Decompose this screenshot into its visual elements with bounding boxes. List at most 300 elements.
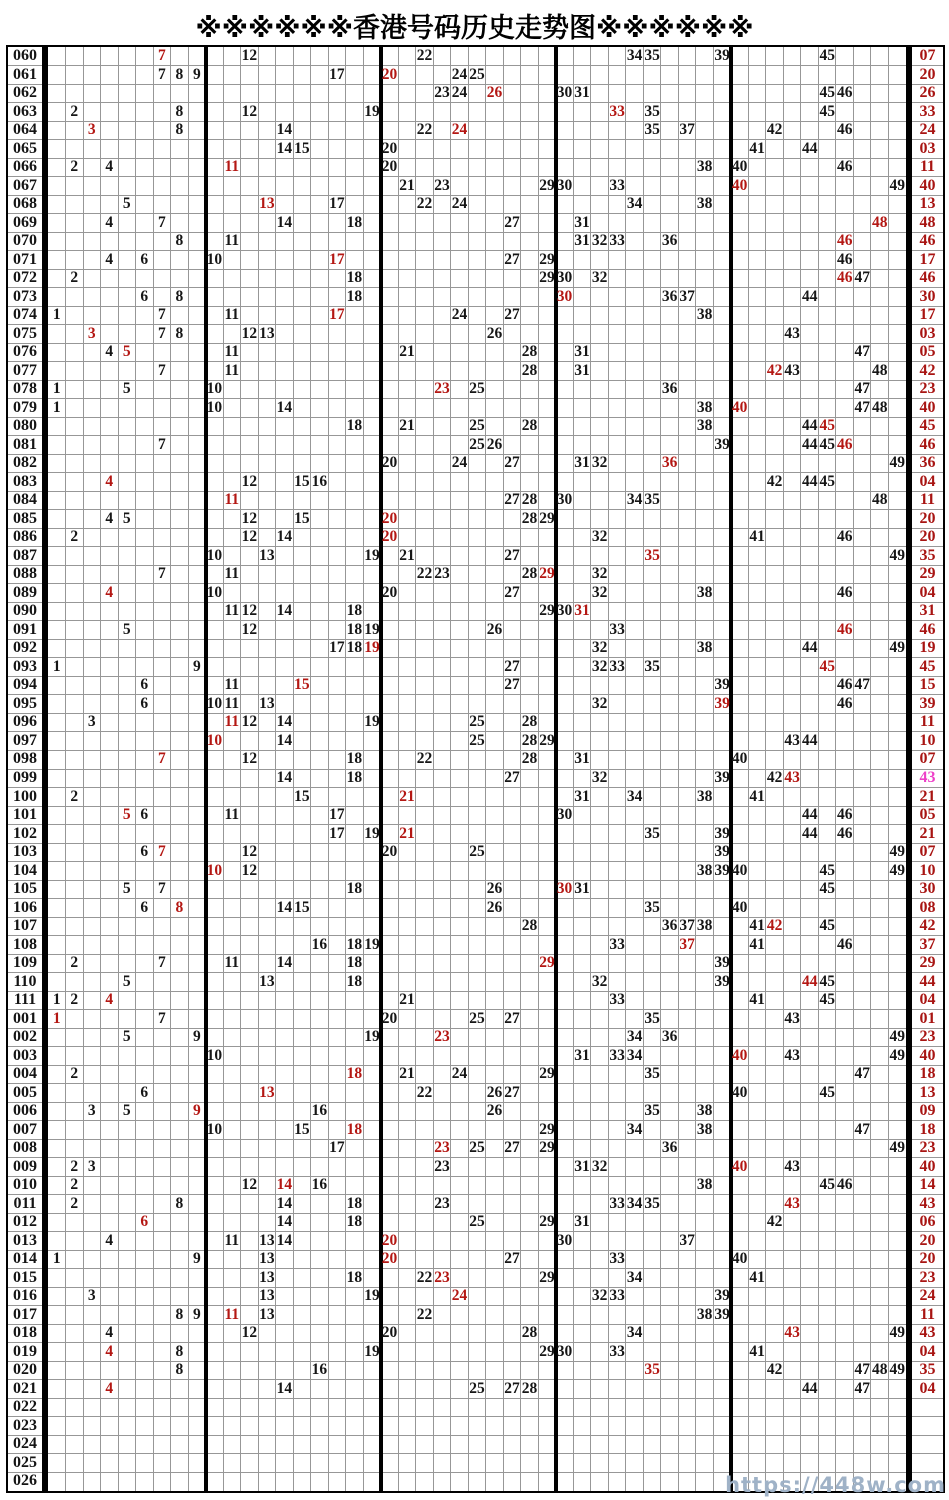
grid-number: 19 [364,824,380,842]
grid-number: 30 [556,602,573,620]
grid-number: 39 [714,769,730,786]
row-label: 067 [13,176,37,194]
grid-number: 4 [105,1342,114,1360]
trend-chart-grid [6,45,945,1493]
grid-number: 46 [836,232,853,250]
row-label: 061 [13,65,37,83]
grid-number: 30 [556,176,573,194]
grid-number: 33 [609,232,625,250]
special-number: 07 [919,750,936,768]
row-label: 088 [13,565,37,583]
grid-number: 5 [122,343,131,361]
grid-number: 15 [294,139,310,157]
grid-number: 34 [626,1324,643,1342]
grid-hline [8,324,943,325]
grid-number: 12 [241,102,258,120]
grid-vline [118,47,119,1491]
row-label: 099 [13,769,37,786]
grid-number: 29 [539,602,555,620]
row-label: 019 [13,1342,37,1360]
grid-vline [853,47,854,1491]
grid-number: 41 [749,991,765,1009]
row-label: 015 [13,1268,37,1286]
grid-hline [8,509,943,510]
grid-vline [135,47,136,1491]
grid-number: 4 [105,343,114,361]
special-number: 48 [919,213,936,231]
special-number: 11 [919,491,936,509]
grid-number: 14 [276,954,293,972]
grid-number: 31 [574,1046,590,1064]
page-title: ※※※※※※香港号码历史走势图※※※※※※ [195,13,754,44]
grid-number: 27 [504,1083,520,1101]
special-number: 46 [919,435,936,453]
special-number: 23 [919,380,936,398]
row-label: 075 [13,324,37,342]
special-number: 46 [919,269,936,287]
row-label: 086 [13,528,37,546]
row-label: 060 [13,47,37,64]
grid-number: 43 [784,1157,800,1175]
special-number: 44 [919,972,936,990]
special-number: 06 [919,1213,936,1231]
grid-number: 31 [574,361,590,379]
grid-number: 9 [192,1250,201,1268]
special-number: 18 [919,1120,936,1138]
grid-hline [8,1287,943,1288]
grid-number: 14 [276,731,293,749]
grid-hline [8,1453,943,1454]
grid-number: 36 [661,917,678,935]
grid-number: 40 [731,750,748,768]
grid-number: 7 [157,1009,166,1027]
grid-number: 15 [294,472,310,490]
grid-number: 22 [416,1083,433,1101]
grid-number: 32 [591,454,608,472]
grid-number: 29 [539,509,555,527]
grid-number: 13 [259,324,275,342]
grid-number: 2 [70,954,79,972]
row-label: 008 [13,1139,37,1157]
grid-hline [8,1416,943,1417]
grid-number: 18 [346,1213,363,1231]
grid-number: 37 [679,917,695,935]
grid-number: 27 [504,1139,520,1157]
grid-number: 13 [259,1231,275,1249]
grid-number: 26 [486,1083,503,1101]
grid-number: 29 [539,954,555,972]
grid-number: 6 [140,898,149,916]
grid-number: 47 [854,269,870,287]
special-number: 15 [919,676,936,694]
grid-number: 3 [87,1157,96,1175]
grid-number: 25 [469,417,485,435]
grid-number: 24 [451,121,468,139]
grid-number: 26 [486,880,503,898]
row-label: 100 [13,787,37,805]
grid-number: 4 [105,213,114,231]
special-number: 45 [919,657,936,675]
grid-hline [8,583,943,584]
grid-hline [8,1120,943,1121]
grid-number: 38 [696,417,713,435]
grid-number: 7 [157,361,166,379]
row-label: 080 [13,417,37,435]
grid-number: 31 [574,602,590,620]
grid-number: 24 [451,65,468,83]
grid-number: 5 [122,620,131,638]
grid-number: 30 [556,806,573,824]
grid-vline [643,47,644,1491]
grid-number: 27 [504,657,520,675]
grid-number: 22 [416,121,433,139]
grid-number: 8 [175,898,184,916]
grid-number: 22 [416,195,433,213]
row-label: 107 [13,917,37,935]
grid-number: 10 [206,250,223,268]
grid-number: 18 [346,287,363,305]
grid-number: 12 [241,528,258,546]
grid-number: 14 [276,1194,293,1212]
grid-number: 39 [714,824,730,842]
row-label: 004 [13,1065,37,1083]
grid-hline [8,1176,943,1177]
grid-number: 4 [105,1324,114,1342]
grid-number: 23 [434,1268,450,1286]
grid-number: 16 [311,1176,328,1194]
grid-number: 44 [801,972,818,990]
grid-number: 35 [644,1065,660,1083]
grid-number: 44 [801,1379,818,1397]
row-label: 066 [13,158,37,176]
grid-number: 35 [644,1102,660,1120]
grid-number: 11 [224,1231,240,1249]
row-label: 009 [13,1157,37,1175]
special-number: 10 [919,861,936,879]
grid-number: 18 [346,620,363,638]
grid-number: 24 [451,454,468,472]
row-label: 106 [13,898,37,916]
grid-number: 23 [434,1028,450,1046]
grid-number: 12 [241,602,258,620]
grid-number: 2 [70,787,79,805]
special-number: 04 [919,1342,936,1360]
grid-number: 31 [574,232,590,250]
grid-number: 7 [157,47,166,64]
grid-number: 10 [206,731,223,749]
special-number: 24 [919,1287,936,1305]
grid-number: 2 [70,269,79,287]
grid-number: 16 [311,472,328,490]
grid-number: 45 [819,880,835,898]
grid-number: 44 [801,472,818,490]
grid-number: 31 [574,880,590,898]
row-label: 083 [13,472,37,490]
grid-number: 12 [241,324,258,342]
grid-number: 32 [591,1287,608,1305]
grid-hline [8,620,943,621]
special-number: 24 [919,121,936,139]
row-label: 111 [13,991,37,1009]
grid-vline [188,47,189,1491]
special-number: 40 [919,398,936,416]
grid-number: 33 [609,1287,625,1305]
row-label: 110 [13,972,37,990]
grid-number: 3 [87,713,96,731]
grid-number: 14 [276,769,293,786]
group-separator [42,47,48,1491]
row-label: 076 [13,343,37,361]
row-label: 090 [13,602,37,620]
grid-number: 36 [661,287,678,305]
grid-number: 40 [731,1083,748,1101]
grid-hline [8,102,943,103]
grid-number: 12 [241,472,258,490]
grid-number: 43 [784,361,800,379]
grid-hline [8,787,943,788]
row-label: 012 [13,1213,37,1231]
grid-number: 46 [836,158,853,176]
grid-number: 18 [346,750,363,768]
special-number: 37 [919,935,936,953]
grid-number: 47 [854,676,870,694]
grid-number: 14 [276,1213,293,1231]
grid-number: 32 [591,657,608,675]
grid-number: 12 [241,509,258,527]
row-label: 102 [13,824,37,842]
grid-number: 39 [714,1287,730,1305]
grid-number: 34 [626,1268,643,1286]
grid-number: 39 [714,861,730,879]
grid-number: 29 [539,1342,555,1360]
grid-number: 23 [434,1157,450,1175]
grid-number: 14 [276,121,293,139]
grid-number: 5 [122,880,131,898]
grid-number: 13 [259,1287,275,1305]
special-number: 03 [919,324,936,342]
grid-number: 16 [311,935,328,953]
row-label: 077 [13,361,37,379]
grid-number: 15 [294,676,310,694]
grid-number: 46 [836,250,853,268]
grid-vline [153,47,154,1491]
grid-number: 21 [399,824,415,842]
grid-number: 26 [486,898,503,916]
grid-hline [8,917,943,918]
grid-number: 47 [854,1065,870,1083]
grid-vline [888,47,889,1491]
grid-number: 43 [784,324,800,342]
grid-number: 38 [696,1176,713,1194]
grid-number: 38 [696,1305,713,1323]
special-number: 13 [919,195,936,213]
grid-number: 18 [346,972,363,990]
row-label: 069 [13,213,37,231]
grid-number: 44 [801,806,818,824]
special-number: 08 [919,898,936,916]
grid-vline [468,47,469,1491]
grid-number: 5 [122,1102,131,1120]
row-label: 108 [13,935,37,953]
grid-number: 49 [889,1046,905,1064]
grid-number: 12 [241,861,258,879]
grid-number: 23 [434,84,450,102]
grid-number: 11 [224,806,240,824]
grid-number: 11 [224,491,240,509]
grid-number: 42 [766,1213,783,1231]
grid-vline [870,47,871,1491]
grid-number: 25 [469,1379,485,1397]
grid-number: 28 [521,713,538,731]
grid-number: 16 [311,1361,328,1379]
grid-number: 46 [836,806,853,824]
row-label: 072 [13,269,37,287]
grid-hline [8,361,943,362]
grid-number: 17 [329,639,345,657]
grid-number: 38 [696,861,713,879]
grid-number: 11 [224,694,240,712]
grid-number: 27 [504,769,520,786]
grid-number: 46 [836,1176,853,1194]
grid-number: 33 [609,1250,625,1268]
grid-number: 12 [241,620,258,638]
grid-number: 18 [346,417,363,435]
grid-number: 35 [644,546,660,564]
grid-number: 45 [819,991,835,1009]
grid-number: 46 [836,824,853,842]
grid-number: 18 [346,954,363,972]
grid-hline [8,1361,943,1362]
grid-number: 7 [157,954,166,972]
grid-number: 4 [105,472,114,490]
grid-number: 21 [399,417,415,435]
row-label: 063 [13,102,37,120]
grid-hline [8,1324,943,1325]
row-label: 064 [13,121,37,139]
grid-number: 18 [346,1194,363,1212]
grid-number: 8 [175,287,184,305]
row-label: 016 [13,1287,37,1305]
grid-number: 18 [346,639,363,657]
grid-number: 22 [416,1268,433,1286]
grid-number: 31 [574,1213,590,1231]
special-number: 36 [919,454,936,472]
grid-number: 1 [52,657,61,675]
grid-number: 32 [591,1157,608,1175]
grid-number: 7 [157,750,166,768]
grid-number: 26 [486,324,503,342]
grid-number: 30 [556,287,573,305]
group-separator [379,47,383,1491]
grid-number: 3 [87,121,96,139]
grid-number: 40 [731,158,748,176]
grid-vline [240,47,241,1491]
row-label: 026 [13,1472,37,1490]
grid-number: 14 [276,139,293,157]
grid-number: 37 [679,287,695,305]
grid-hline [8,880,943,881]
row-label: 025 [13,1453,37,1471]
grid-number: 49 [889,454,905,472]
special-number: 21 [919,824,936,842]
grid-number: 35 [644,1361,660,1379]
grid-number: 6 [140,1083,149,1101]
grid-number: 19 [364,620,380,638]
row-label: 073 [13,287,37,305]
special-number: 20 [919,1231,936,1249]
grid-number: 10 [206,861,223,879]
grid-number: 38 [696,917,713,935]
grid-number: 11 [224,565,240,583]
special-number: 07 [919,47,936,64]
special-number: 46 [919,232,936,250]
grid-number: 2 [70,102,79,120]
grid-number: 29 [539,731,555,749]
grid-number: 46 [836,121,853,139]
grid-number: 25 [469,731,485,749]
grid-number: 19 [364,713,380,731]
grid-number: 20 [381,843,398,861]
grid-number: 27 [504,250,520,268]
special-number: 09 [919,1102,936,1120]
grid-vline [450,47,451,1491]
grid-number: 37 [679,935,695,953]
grid-number: 33 [609,991,625,1009]
special-number: 43 [919,1194,936,1212]
grid-number: 41 [749,787,765,805]
grid-number: 28 [521,417,538,435]
grid-number: 34 [626,195,643,213]
grid-number: 27 [504,546,520,564]
row-label: 011 [13,1194,37,1212]
grid-number: 28 [521,731,538,749]
grid-number: 35 [644,102,660,120]
special-number: 40 [919,1157,936,1175]
grid-vline [678,47,679,1491]
grid-number: 6 [140,676,149,694]
grid-number: 49 [889,1028,905,1046]
grid-number: 32 [591,769,608,786]
grid-number: 4 [105,509,114,527]
grid-number: 7 [157,306,166,324]
grid-number: 42 [766,917,783,935]
grid-number: 38 [696,158,713,176]
row-label: 091 [13,620,37,638]
grid-number: 42 [766,361,783,379]
special-number: 04 [919,583,936,601]
special-number: 43 [919,1324,936,1342]
special-number: 33 [919,102,936,120]
grid-number: 46 [836,694,853,712]
grid-number: 7 [157,843,166,861]
grid-number: 11 [224,676,240,694]
grid-number: 25 [469,843,485,861]
grid-number: 23 [434,1194,450,1212]
grid-hline [8,1250,943,1251]
special-number: 14 [919,1176,936,1194]
grid-number: 32 [591,528,608,546]
row-label: 017 [13,1305,37,1323]
grid-number: 28 [521,750,538,768]
grid-number: 19 [364,639,380,657]
grid-number: 14 [276,898,293,916]
grid-number: 21 [399,343,415,361]
grid-number: 38 [696,639,713,657]
grid-number: 33 [609,935,625,953]
grid-number: 17 [329,824,345,842]
grid-hline [8,343,943,344]
grid-number: 37 [679,1231,695,1249]
